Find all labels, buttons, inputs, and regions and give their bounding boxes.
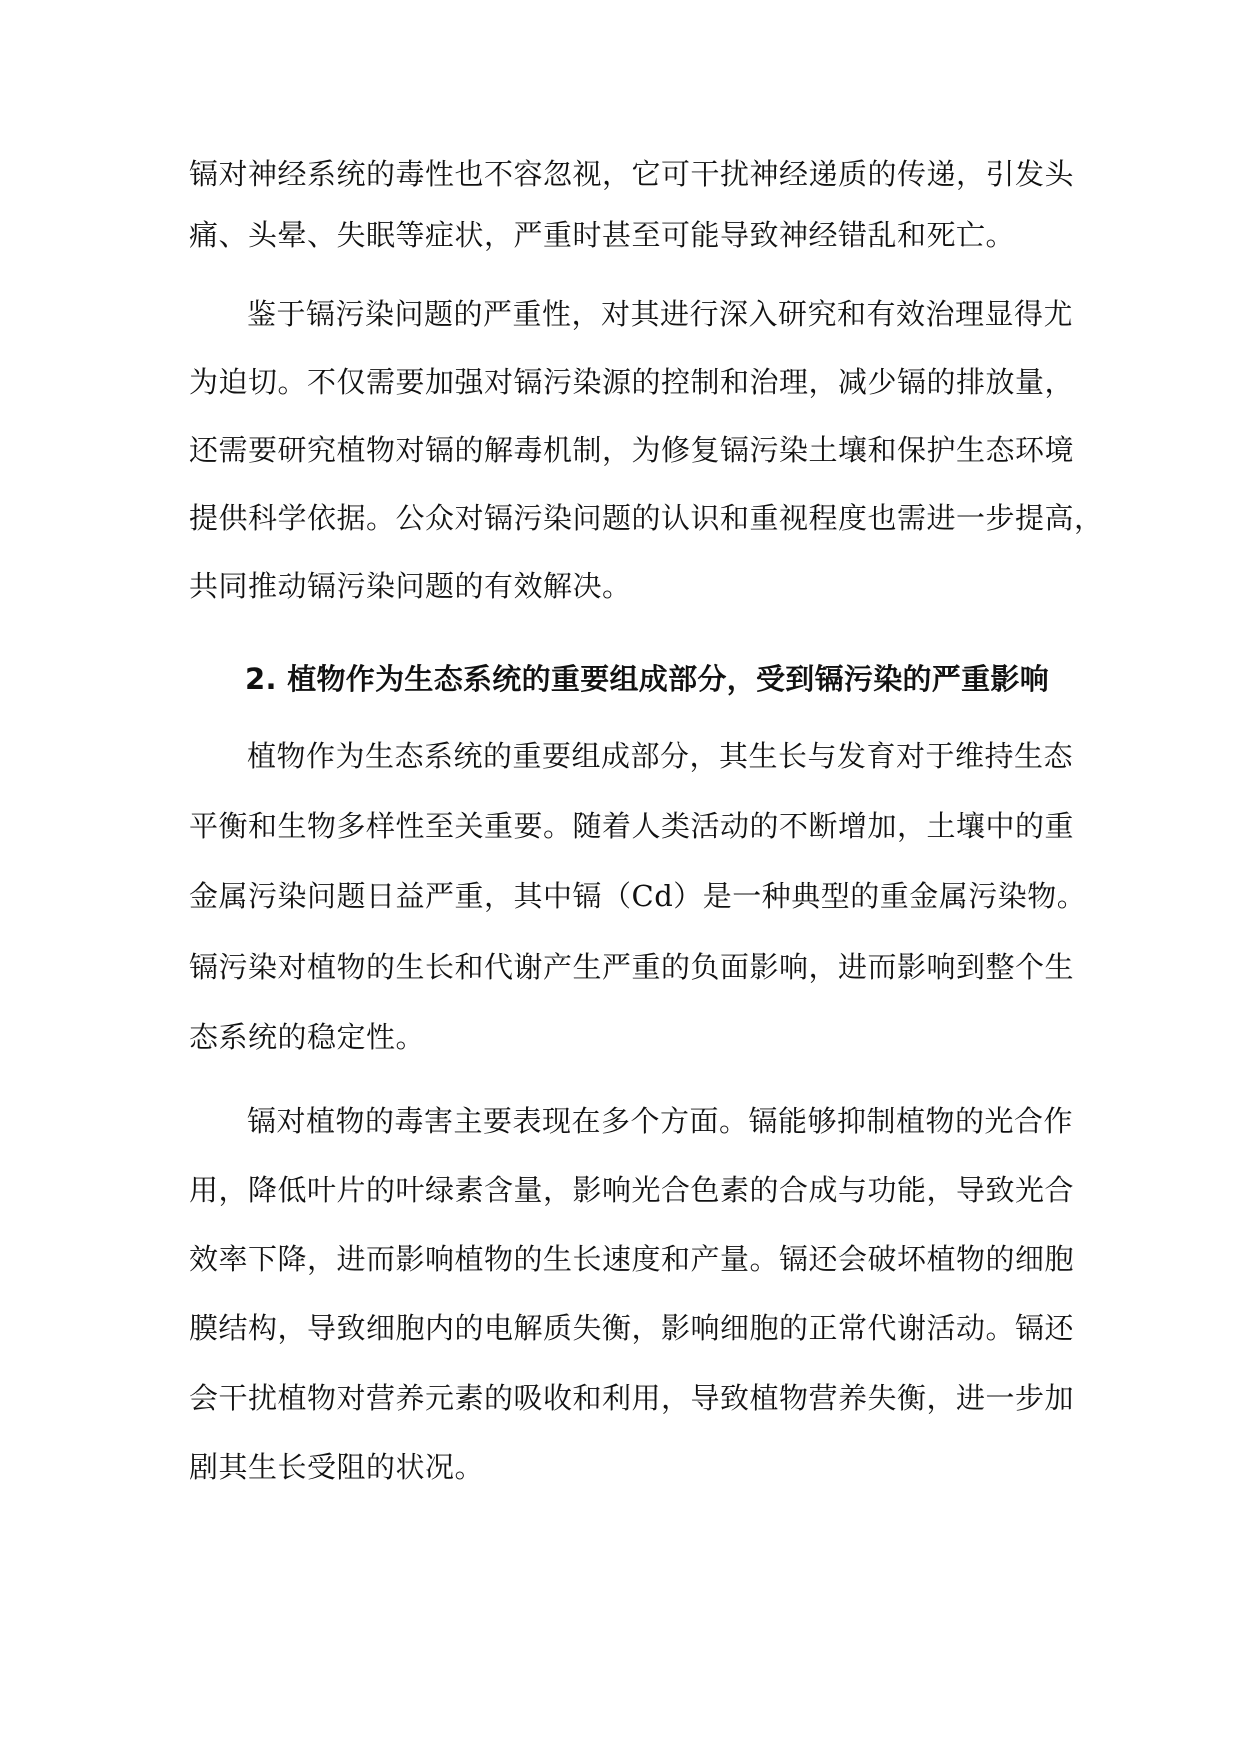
paragraph-3-line-2: 平衡和生物多样性至关重要。随着人类活动的不断增加，土壤中的重 <box>189 809 1075 843</box>
paragraph-4-line-3: 效率下降，进而影响植物的生长速度和产量。镉还会破坏植物的细胞 <box>189 1242 1075 1276</box>
paragraph-1-line-1: 镉对神经系统的毒性也不容忽视，它可干扰神经递质的传递，引发头 <box>189 157 1075 191</box>
paragraph-1-line-2: 痛、头晕、失眠等症状，严重时甚至可能导致神经错乱和死亡。 <box>189 218 1016 252</box>
paragraph-2-line-4: 提供科学依据。公众对镉污染问题的认识和重视程度也需进一步提高， <box>189 501 1104 535</box>
paragraph-4-line-1: 镉对植物的毒害主要表现在多个方面。镉能够抑制植物的光合作 <box>247 1104 1074 1138</box>
paragraph-2-line-1: 鉴于镉污染问题的严重性，对其进行深入研究和有效治理显得尤 <box>247 297 1074 331</box>
paragraph-4-line-6: 剧其生长受阻的状况。 <box>189 1450 485 1484</box>
paragraph-3-line-3: 金属污染问题日益严重，其中镉（Cd）是一种典型的重金属污染物。 <box>189 879 1087 913</box>
paragraph-2-line-5: 共同推动镉污染问题的有效解决。 <box>189 569 632 603</box>
paragraph-4-line-4: 膜结构，导致细胞内的电解质失衡，影响细胞的正常代谢活动。镉还 <box>189 1311 1075 1345</box>
paragraph-4-line-5: 会干扰植物对营养元素的吸收和利用，导致植物营养失衡，进一步加 <box>189 1381 1075 1415</box>
paragraph-3-line-5: 态系统的稳定性。 <box>189 1020 426 1054</box>
paragraph-3-line-1: 植物作为生态系统的重要组成部分，其生长与发育对于维持生态 <box>247 739 1074 773</box>
paragraph-4-line-2: 用，降低叶片的叶绿素含量，影响光合色素的合成与功能，导致光合 <box>189 1173 1075 1207</box>
paragraph-3-line-4: 镉污染对植物的生长和代谢产生严重的负面影响，进而影响到整个生 <box>189 950 1075 984</box>
section-heading: 2. 植物作为生态系统的重要组成部分，受到镉污染的严重影响 <box>245 662 1049 696</box>
paragraph-2-line-3: 还需要研究植物对镉的解毒机制，为修复镉污染土壤和保护生态环境 <box>189 433 1075 467</box>
paragraph-2-line-2: 为迫切。不仅需要加强对镉污染源的控制和治理，减少镉的排放量， <box>189 365 1075 399</box>
